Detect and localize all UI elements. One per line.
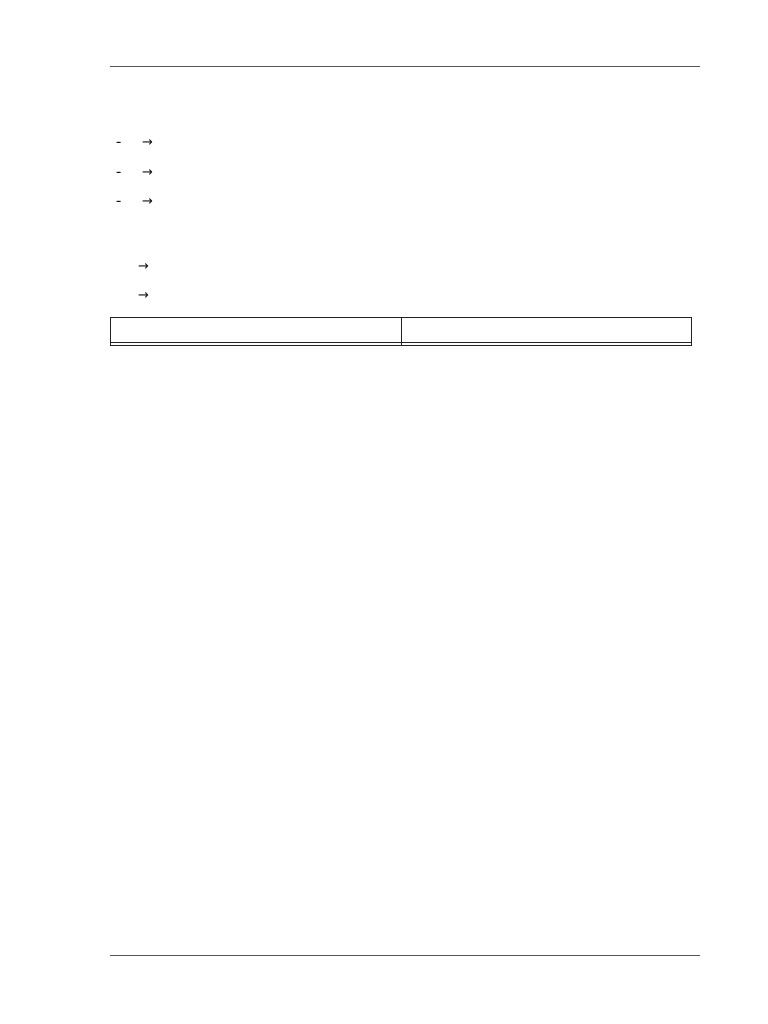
- subtask-a-example: [110, 252, 698, 282]
- document-body: [110, 128, 698, 346]
- table-header: [111, 317, 402, 342]
- table-header: [401, 317, 692, 342]
- example-item: [110, 187, 698, 217]
- arrow-right-icon: →: [138, 258, 149, 274]
- dash-bullet: -: [116, 133, 122, 150]
- arrow-right-icon: →: [142, 164, 153, 180]
- dash-bullet: -: [116, 192, 122, 210]
- subtask-b-example: [110, 281, 698, 311]
- example-table: [110, 317, 692, 346]
- arrow-right-icon: →: [138, 288, 149, 304]
- table-cell: [401, 342, 692, 345]
- arrow-right-icon: →: [142, 194, 153, 210]
- dash-bullet: -: [116, 162, 122, 180]
- header-divider: [110, 66, 700, 67]
- arrow-right-icon: →: [142, 135, 153, 150]
- table-header-row: [111, 317, 692, 342]
- table-cell: [111, 342, 402, 345]
- table-row: [111, 342, 692, 345]
- example-item: [110, 128, 698, 158]
- example-item: [110, 158, 698, 188]
- exercise-2-example: [110, 217, 698, 252]
- footer-divider: [110, 955, 700, 956]
